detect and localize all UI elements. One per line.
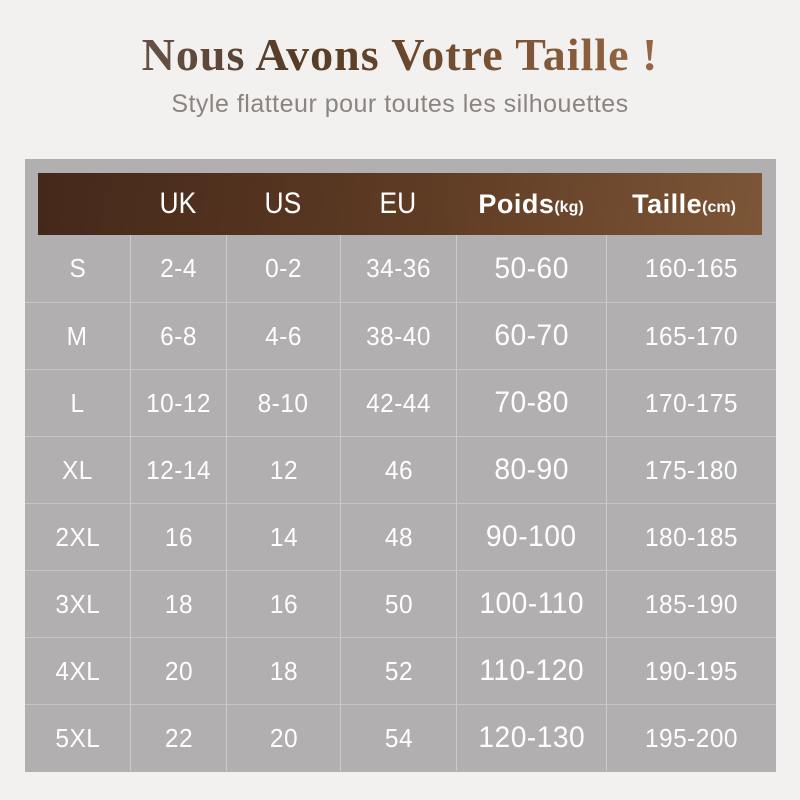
table-row	[25, 570, 776, 637]
table-cell-text: 10-12	[146, 387, 211, 418]
size-label-cell	[25, 638, 130, 704]
table-cell-text: 14	[269, 521, 298, 552]
table-cell-text: 16	[164, 521, 193, 552]
table-cell-text: 52	[384, 655, 413, 686]
size-label-cell	[25, 235, 130, 302]
table-cell-text: 50-60	[494, 251, 569, 285]
table-cell	[130, 638, 226, 704]
column-header-label: US	[264, 187, 302, 220]
table-cell-text: 160-165	[644, 253, 738, 283]
table-cell	[606, 235, 776, 302]
table-cell-text: 38-40	[366, 320, 431, 351]
table-cell	[456, 437, 606, 503]
table-cell-text: 0-2	[265, 253, 302, 283]
table-cell-text: 54	[384, 722, 413, 753]
table-cell-text: 42-44	[366, 387, 431, 418]
table-cell-text: 34-36	[366, 253, 431, 283]
table-row	[25, 637, 776, 704]
table-cell	[456, 504, 606, 570]
table-cell-text: 18	[164, 588, 193, 619]
size-label-cell	[25, 504, 130, 570]
table-cell-text: 8-10	[258, 387, 309, 418]
column-header-uk	[130, 173, 226, 235]
table-cell-text: 190-195	[644, 655, 738, 686]
column-header-poids	[456, 173, 606, 235]
table-cell	[606, 437, 776, 503]
table-cell	[130, 571, 226, 637]
column-header-taille	[606, 173, 762, 235]
table-cell-text: 60-70	[494, 319, 569, 352]
table-cell-text: 2XL	[55, 521, 100, 552]
table-cell	[340, 638, 456, 704]
table-cell	[340, 504, 456, 570]
size-chart-panel	[25, 159, 776, 772]
table-cell	[606, 571, 776, 637]
table-cell-text: 22	[164, 722, 193, 753]
column-header-label: EU	[379, 187, 417, 220]
table-cell	[340, 437, 456, 503]
table-cell	[340, 705, 456, 771]
column-header-size	[25, 173, 130, 235]
table-cell-text: 12-14	[146, 454, 211, 485]
size-label-cell	[25, 437, 130, 503]
table-cell	[606, 638, 776, 704]
table-header-row	[25, 173, 762, 235]
table-cell	[130, 303, 226, 369]
size-label-cell	[25, 303, 130, 369]
table-cell	[456, 370, 606, 436]
table-cell-text: 20	[164, 655, 193, 686]
table-row	[25, 503, 776, 570]
table-cell	[226, 370, 340, 436]
table-cell-text: 110-120	[479, 654, 584, 687]
table-cell-text: 12	[269, 454, 298, 485]
table-cell-text: M	[67, 320, 88, 351]
table-cell	[130, 437, 226, 503]
table-cell	[226, 235, 340, 302]
column-header-unit: (cm)	[702, 199, 736, 216]
table-cell-text: 195-200	[644, 722, 738, 753]
page-subtitle: Style flatteur pour toutes les silhouettes	[171, 90, 629, 118]
table-cell	[456, 235, 606, 302]
table-cell	[456, 705, 606, 771]
column-header-label: Taille	[632, 188, 703, 219]
table-cell	[130, 370, 226, 436]
table-cell-text: XL	[62, 454, 93, 485]
table-row	[25, 302, 776, 369]
table-cell-text: 46	[384, 454, 413, 485]
table-cell-text: L	[70, 387, 85, 418]
table-cell-text: 70-80	[494, 386, 569, 419]
column-header-eu	[340, 173, 456, 235]
table-cell	[226, 705, 340, 771]
table-cell-text: 4-6	[265, 320, 302, 351]
table-cell-text: 90-100	[486, 520, 577, 553]
table-cell	[340, 571, 456, 637]
page-title: Nous Avons Votre Taille !	[0, 30, 800, 81]
table-cell	[606, 303, 776, 369]
table-cell	[130, 235, 226, 302]
table-cell	[606, 504, 776, 570]
table-row	[25, 369, 776, 436]
size-label-cell	[25, 705, 130, 771]
table-cell-text: 185-190	[644, 588, 738, 619]
table-cell	[340, 303, 456, 369]
size-label-cell	[25, 571, 130, 637]
table-cell	[456, 638, 606, 704]
table-cell	[606, 370, 776, 436]
table-cell-text: 48	[384, 521, 413, 552]
table-cell	[456, 571, 606, 637]
table-row	[25, 235, 776, 302]
table-cell	[606, 705, 776, 771]
size-label-cell	[25, 370, 130, 436]
table-cell	[226, 437, 340, 503]
column-header-unit: (kg)	[554, 199, 584, 216]
column-header-label: Poids	[478, 188, 555, 219]
table-cell	[340, 235, 456, 302]
table-cell	[226, 638, 340, 704]
table-cell-text: 180-185	[644, 521, 738, 552]
column-header-label: UK	[159, 187, 197, 220]
table-body	[25, 235, 776, 771]
table-cell-text: 6-8	[160, 320, 197, 351]
table-cell	[130, 504, 226, 570]
table-cell-text: 120-130	[478, 721, 585, 754]
table-cell	[226, 504, 340, 570]
table-cell-text: 20	[269, 722, 298, 753]
table-cell	[130, 705, 226, 771]
table-cell-text: S	[69, 253, 86, 283]
table-cell-text: 4XL	[55, 655, 100, 686]
table-cell-text: 165-170	[644, 320, 738, 351]
table-cell	[456, 303, 606, 369]
table-cell-text: 170-175	[644, 387, 738, 418]
table-cell	[340, 370, 456, 436]
table-cell-text: 2-4	[160, 253, 197, 283]
table-cell	[226, 303, 340, 369]
table-cell-text: 50	[384, 588, 413, 619]
table-cell-text: 175-180	[644, 454, 738, 485]
column-header-us	[226, 173, 340, 235]
table-cell	[226, 571, 340, 637]
table-cell-text: 80-90	[494, 453, 569, 486]
table-cell-text: 100-110	[479, 587, 584, 620]
table-cell-text: 3XL	[55, 588, 100, 619]
table-cell-text: 5XL	[55, 722, 100, 753]
table-row	[25, 436, 776, 503]
table-cell-text: 16	[269, 588, 298, 619]
table-row	[25, 704, 776, 771]
table-cell-text: 18	[269, 655, 298, 686]
